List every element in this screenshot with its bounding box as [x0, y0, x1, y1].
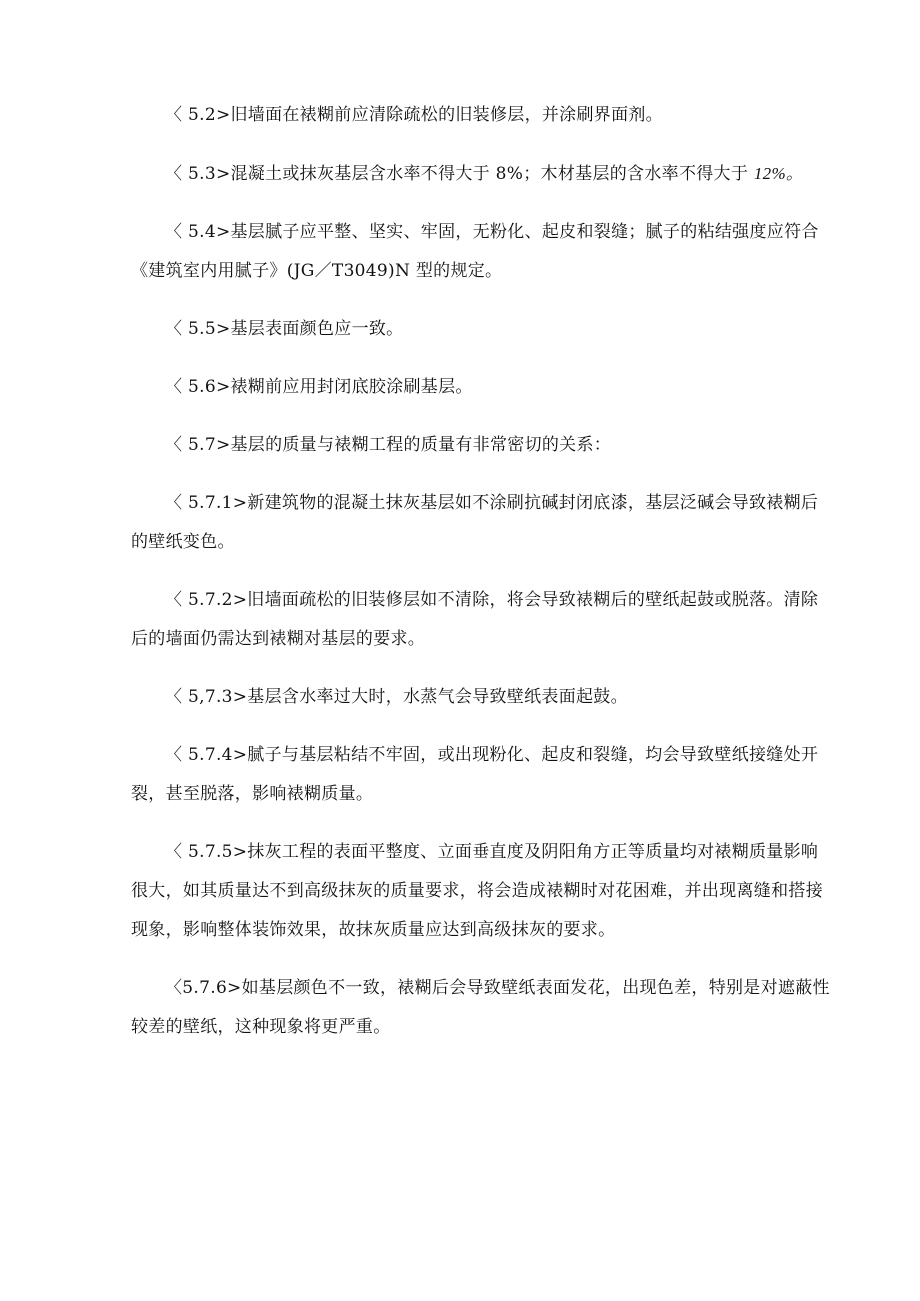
paragraph-text: 〈 5.5>基层表面颜色应一致。	[165, 319, 404, 339]
paragraph-5-7	[131, 426, 831, 465]
paragraph-text: 〈 5.7.5>抹灰工程的表面平整度、立面垂直度及阴阳角方正等质量均对裱糊质量影响很大，如其质量达不到高级抹灰的质量要求，将会造成裱糊时对花困难，并出现离缝和搭接现象，影响整体装饰效果，故抹灰质量应达到高级抹灰的要求。	[131, 842, 823, 940]
document-body	[131, 96, 831, 1047]
paragraph-5-5	[131, 310, 831, 349]
paragraph-text: 〈 5.7>基层的质量与裱糊工程的质量有非常密切的关系：	[165, 435, 612, 455]
paragraph-5-2	[131, 96, 831, 135]
paragraph-5-4	[131, 213, 831, 291]
paragraph-5-7-6	[131, 969, 831, 1047]
paragraph-text: 〈 5.6>裱糊前应用封闭底胶涂刷基层。	[165, 377, 473, 397]
paragraph-text: 〈 5.7.1>新建筑物的混凝土抹灰基层如不涂刷抗碱封闭底漆，基层泛碱会导致裱糊后的壁纸变色。	[131, 493, 819, 552]
paragraph-text: 〈 5.3>混凝土或抹灰基层含水率不得大于 8%；木材基层的含水率不得大于	[165, 164, 754, 184]
paragraph-5-3	[131, 154, 831, 194]
paragraph-text: 〈 5,7.3>基层含水率过大时，水蒸气会导致壁纸表面起鼓。	[165, 687, 628, 707]
paragraph-text: 〈 5.7.4>腻子与基层粘结不牢固，或出现粉化、起皮和裂缝，均会导致壁纸接缝处开裂，甚至脱落，影响裱糊质量。	[131, 745, 819, 804]
paragraph-5-7-2	[131, 581, 831, 659]
paragraph-text: 〈 5.7.2>旧墙面疏松的旧装修层如不清除，将会导致裱糊后的壁纸起鼓或脱落。清除后的墙面仍需达到裱糊对基层的要求。	[131, 590, 819, 649]
paragraph-text: 〈5.7.6>如基层颜色不一致，裱糊后会导致壁纸表面发花，出现色差，特别是对遮蔽性较差的壁纸，这种现象将更严重。	[131, 978, 830, 1037]
paragraph-5-7-5	[131, 833, 831, 950]
paragraph-5-7-1	[131, 484, 831, 562]
paragraph-text: 〈 5.2>旧墙面在裱糊前应清除疏松的旧装修层，并涂刷界面剂。	[165, 105, 663, 125]
paragraph-text: 〈 5.4>基层腻子应平整、坚实、牢固，无粉化、起皮和裂缝；腻子的粘结强度应符合《建筑室内用腻子》(JG／T3049)N 型的规定。	[131, 222, 819, 281]
paragraph-5-6	[131, 368, 831, 407]
paragraph-5-7-4	[131, 736, 831, 814]
paragraph-italic-value: 12%。	[753, 164, 804, 183]
paragraph-5-7-3	[131, 678, 831, 717]
